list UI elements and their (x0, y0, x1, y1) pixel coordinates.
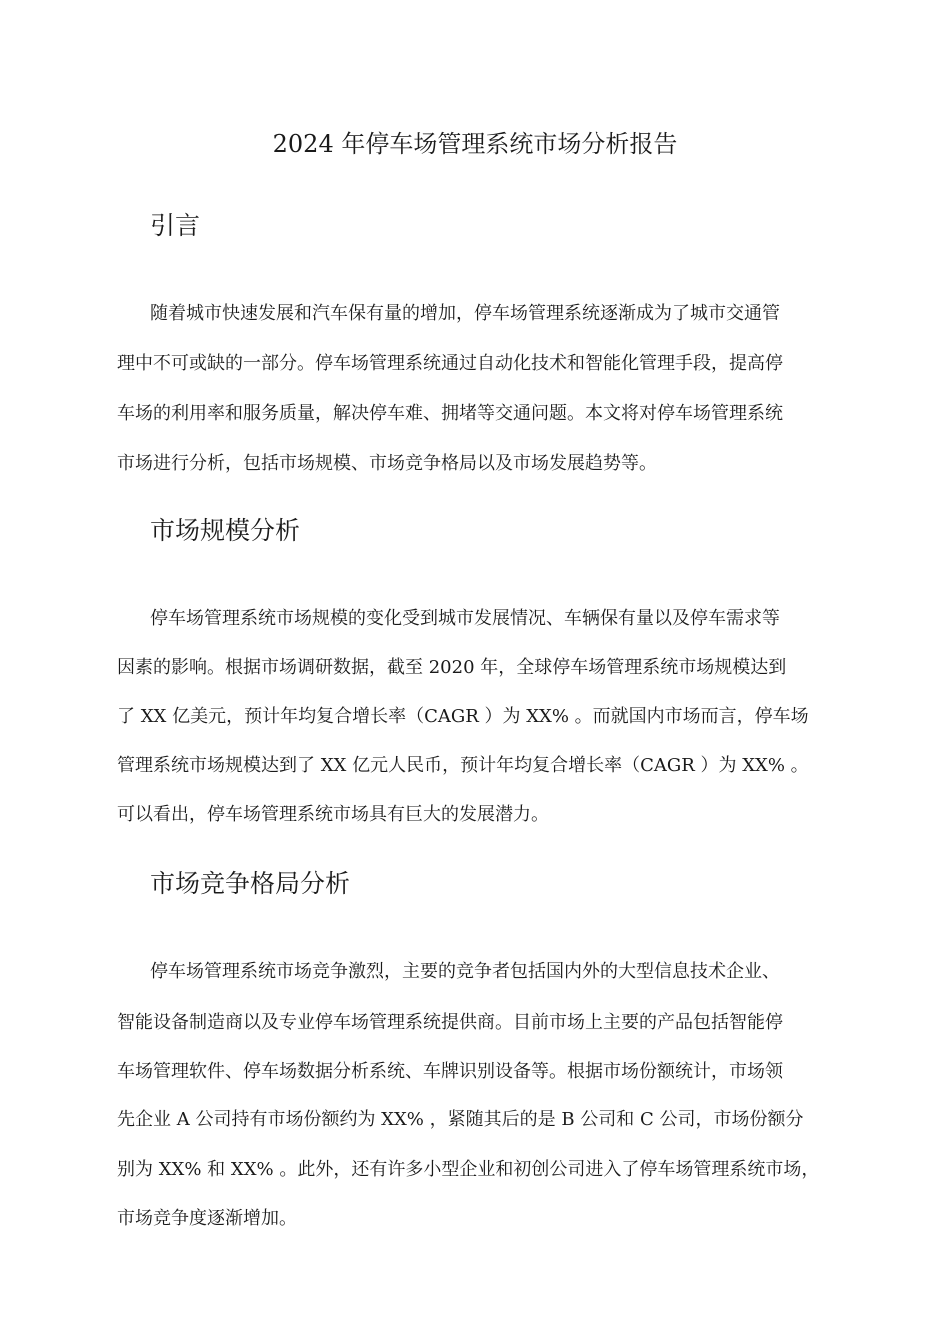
page-title: 2024 年停车场管理系统市场分析报告 (272, 130, 678, 158)
paragraph-line: 市场竞争度逐渐增加。 (117, 1208, 297, 1229)
paragraph-line: 管理系统市场规模达到了 XX 亿元人民币，预计年均复合增长率（CAGR ）为 XX% 。 (117, 755, 809, 776)
paragraph-line: 理中不可或缺的一部分。停车场管理系统通过自动化技术和智能化管理手段，提高停 (117, 353, 783, 374)
paragraph-line: 停车场管理系统市场竞争激烈，主要的竞争者包括国内外的大型信息技术企业、 (150, 961, 780, 982)
paragraph-line: 智能设备制造商以及专业停车场管理系统提供商。目前市场上主要的产品包括智能停 (117, 1012, 783, 1033)
section-heading-introduction: 引言 (150, 211, 201, 240)
paragraph-line: 车场管理软件、停车场数据分析系统、车牌识别设备等。根据市场份额统计，市场领 (117, 1061, 783, 1082)
paragraph-line: 市场进行分析，包括市场规模、市场竞争格局以及市场发展趋势等。 (117, 453, 657, 474)
paragraph-line: 停车场管理系统市场规模的变化受到城市发展情况、车辆保有量以及停车需求等 (150, 608, 780, 629)
paragraph-line: 了 XX 亿美元，预计年均复合增长率（CAGR ）为 XX% 。而就国内市场而言，停车场 (117, 706, 809, 727)
paragraph-line: 先企业 A 公司持有市场份额约为 XX% ，紧随其后的是 B 公司和 C 公司，市场份额分 (117, 1109, 804, 1130)
section-heading-competition: 市场竞争格局分析 (150, 869, 351, 898)
section-heading-market-size: 市场规模分析 (150, 516, 301, 545)
paragraph-line: 可以看出，停车场管理系统市场具有巨大的发展潜力。 (117, 804, 549, 825)
paragraph-line: 车场的利用率和服务质量，解决停车难、拥堵等交通问题。本文将对停车场管理系统 (117, 403, 783, 424)
paragraph-line: 因素的影响。根据市场调研数据，截至 2020 年，全球停车场管理系统市场规模达到 (117, 657, 787, 678)
paragraph-line: 随着城市快速发展和汽车保有量的增加，停车场管理系统逐渐成为了城市交通管 (150, 303, 780, 324)
paragraph-line: 别为 XX% 和 XX% 。此外，还有许多小型企业和初创公司进入了停车场管理系统市场， (117, 1159, 820, 1180)
